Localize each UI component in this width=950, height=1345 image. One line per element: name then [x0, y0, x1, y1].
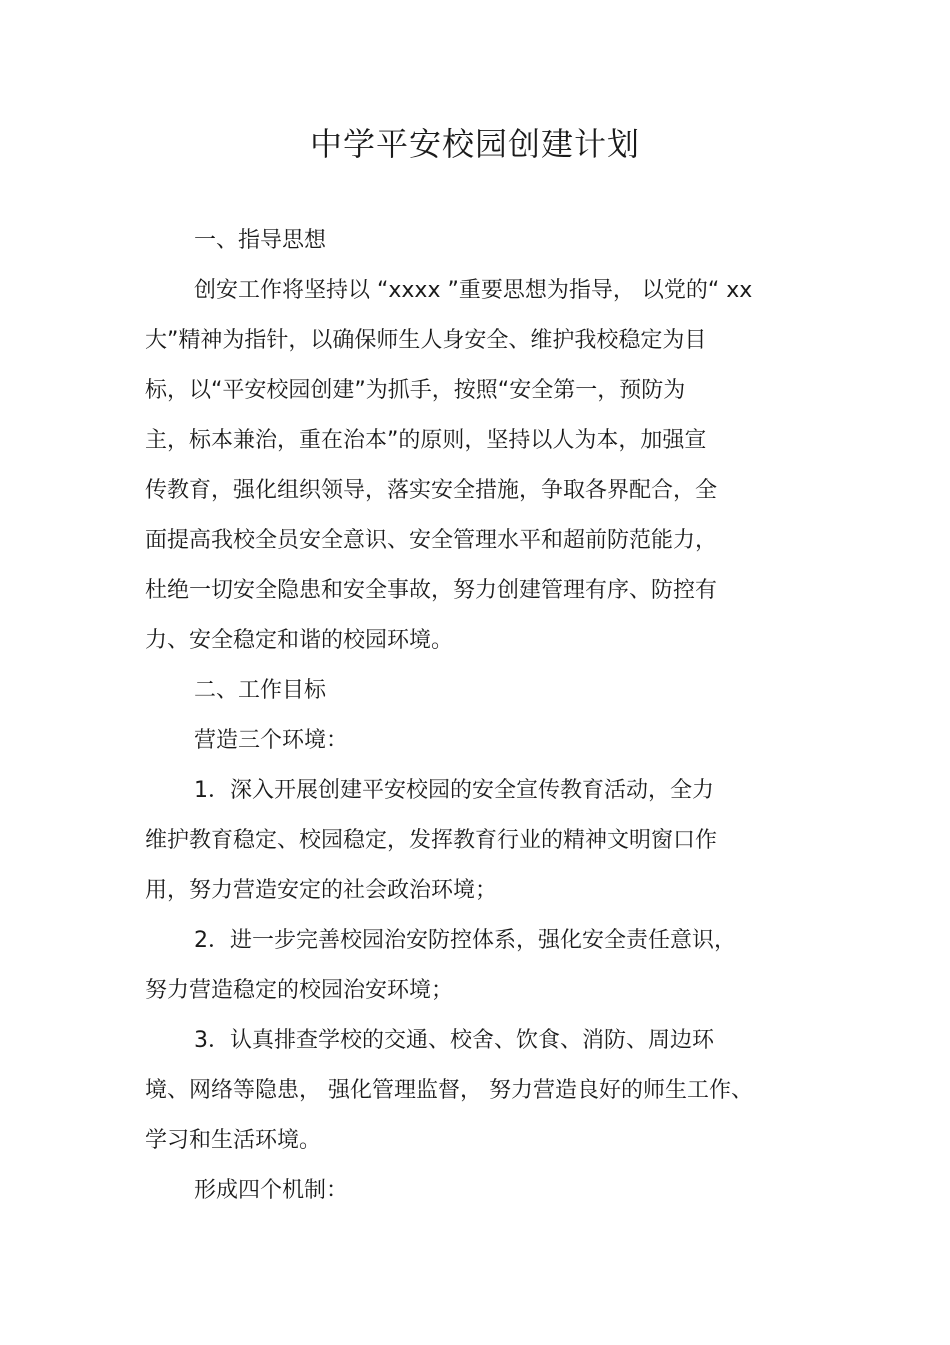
paragraph-line: 学习和生活环境。 [145, 1128, 322, 1153]
section-heading-guiding-thought: 一、指导思想 [194, 228, 327, 253]
paragraph-line: 境、网络等隐患， 强化管理监督， 努力营造良好的师生工作、 [145, 1078, 753, 1103]
paragraph-line: 力、安全稳定和谐的校园环境。 [145, 628, 454, 653]
list-item-3: 3．认真排查学校的交通、校舍、饮食、消防、周边环 [194, 1028, 714, 1053]
paragraph-line: 努力营造稳定的校园治安环境； [145, 978, 454, 1003]
paragraph-line: 杜绝一切安全隐患和安全事故，努力创建管理有序、防控有 [145, 578, 718, 603]
subheading-four-mechanisms: 形成四个机制： [194, 1178, 349, 1203]
paragraph-line: 创安工作将坚持以 “xxxx ”重要思想为指导， 以党的“ xx [194, 278, 753, 303]
list-item-1: 1．深入开展创建平安校园的安全宣传教育活动，全力 [194, 778, 714, 803]
paragraph-line: 标，以“平安校园创建”为抓手，按照“安全第一，预防为 [145, 378, 686, 403]
document-title: 中学平安校园创建计划 [309, 125, 640, 163]
section-heading-work-goals: 二、工作目标 [194, 678, 327, 703]
paragraph-line: 传教育，强化组织领导，落实安全措施，争取各界配合，全 [145, 478, 718, 503]
subheading-three-environments: 营造三个环境： [194, 728, 349, 753]
paragraph-line: 维护教育稳定、校园稳定，发挥教育行业的精神文明窗口作 [145, 828, 718, 853]
paragraph-line: 面提高我校全员安全意识、安全管理水平和超前防范能力， [145, 528, 718, 553]
list-item-2: 2．进一步完善校园治安防控体系，强化安全责任意识， [194, 928, 736, 953]
paragraph-line: 用，努力营造安定的社会政治环境； [145, 878, 498, 903]
paragraph-line: 大”精神为指针，以确保师生人身安全、维护我校稳定为目 [145, 328, 707, 353]
paragraph-line: 主，标本兼治，重在治本”的原则，坚持以人为本，加强宣 [145, 428, 707, 453]
